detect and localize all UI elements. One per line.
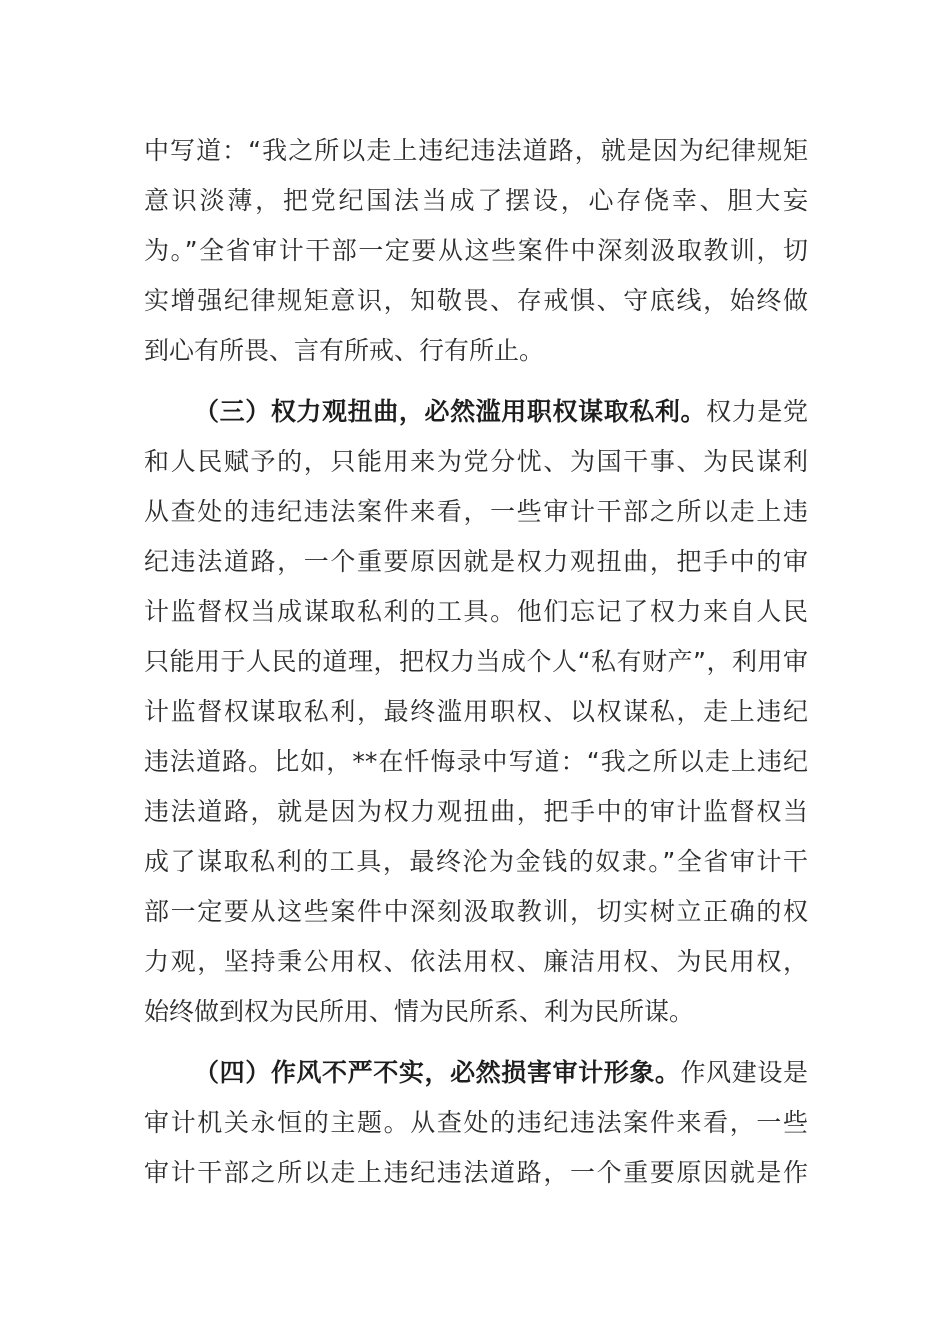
text-line: 始终做到权为民所用、情为民所系、利为民所谋。 (144, 997, 695, 1026)
text-line: 力观，坚持秉公用权、依法用权、廉洁用权、为民用权， (144, 947, 808, 976)
paragraph-1 (144, 126, 808, 376)
text-line: 意识淡薄，把党纪国法当成了摆设，心存侥幸、胆大妄 (144, 186, 808, 215)
text-line: 审计干部之所以走上违纪违法道路，一个重要原因就是作 (144, 1158, 808, 1187)
text-line-first (144, 1048, 808, 1098)
text-line: 部一定要从这些案件中深刻汲取教训，切实树立正确的权 (144, 897, 808, 926)
text-line: 计监督权谋取私利，最终滥用职权、以权谋私，走上违纪 (144, 697, 808, 726)
paragraph-gap (144, 1037, 808, 1048)
paragraph-2 (144, 387, 808, 1037)
paragraph-gap (144, 376, 808, 387)
heading-trailing-text: 作风建设是 (680, 1058, 808, 1087)
text-line: 只能用于人民的道理，把权力当成个人“私有财产”，利用审 (144, 647, 808, 676)
heading-trailing-text: 权力是党 (706, 397, 808, 426)
text-line: 实增强纪律规矩意识，知敬畏、存戒惧、守底线，始终做 (144, 286, 808, 315)
text-line: 中写道：“我之所以走上违纪违法道路，就是因为纪律规矩 (144, 136, 808, 165)
section-heading-3: （三）权力观扭曲，必然滥用职权谋取私利。 (194, 397, 707, 426)
text-line: 纪违法道路，一个重要原因就是权力观扭曲，把手中的审 (144, 547, 808, 576)
document-body (144, 126, 808, 1198)
text-line: 到心有所畏、言有所戒、行有所止。 (144, 336, 545, 365)
text-line: 从查处的违纪违法案件来看，一些审计干部之所以走上违 (144, 497, 808, 526)
text-line: 成了谋取私利的工具，最终沦为金钱的奴隶。”全省审计干 (144, 847, 808, 876)
text-line: 为。”全省审计干部一定要从这些案件中深刻汲取教训，切 (144, 236, 808, 265)
text-line: 违法道路。比如，**在忏悔录中写道：“我之所以走上违纪 (144, 747, 808, 776)
text-line: 审计机关永恒的主题。从查处的违纪违法案件来看，一些 (144, 1108, 808, 1137)
text-line: 计监督权当成谋取私利的工具。他们忘记了权力来自人民 (144, 597, 808, 626)
text-line: 违法道路，就是因为权力观扭曲，把手中的审计监督权当 (144, 797, 808, 826)
text-line-first (144, 387, 808, 437)
paragraph-3 (144, 1048, 808, 1198)
section-heading-4: （四）作风不严不实，必然损害审计形象。 (194, 1058, 681, 1087)
text-line: 和人民赋予的，只能用来为党分忧、为国干事、为民谋利 (144, 447, 808, 476)
